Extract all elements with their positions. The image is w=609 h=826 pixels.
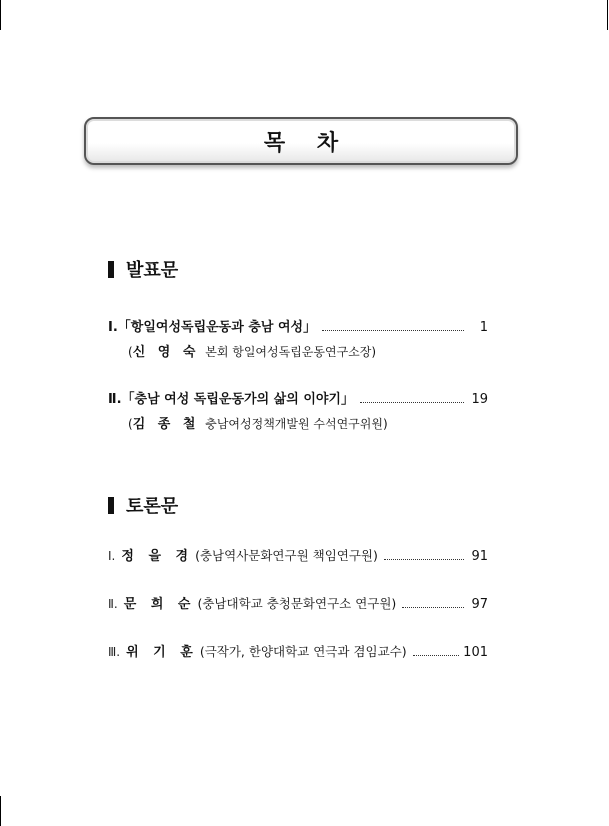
paren-open: ( bbox=[128, 417, 133, 431]
crop-mark-top-left bbox=[0, 0, 1, 30]
section-heading-discussions bbox=[108, 492, 178, 518]
entry-number: Ⅲ. bbox=[108, 645, 121, 659]
entry-author-line bbox=[128, 341, 376, 360]
discussant-affiliation: (충남대학교 충청문화연구소 연구원) bbox=[197, 596, 397, 611]
dot-leader bbox=[360, 402, 464, 403]
toc-entry[interactable] bbox=[108, 545, 488, 564]
dot-leader bbox=[402, 607, 464, 608]
section-bullet-icon bbox=[108, 497, 114, 514]
toc-entry[interactable] bbox=[108, 593, 488, 612]
paren-open: ( bbox=[128, 345, 133, 359]
dot-leader bbox=[322, 330, 464, 331]
section-heading-presentations bbox=[108, 256, 178, 282]
dot-leader bbox=[413, 655, 460, 656]
dot-leader bbox=[384, 559, 464, 560]
section-label: 발표문 bbox=[126, 260, 179, 281]
entry-title: 「항일여성독립운동과 충남 여성」 bbox=[117, 320, 317, 335]
crop-mark-bottom-left bbox=[0, 796, 1, 826]
section-bullet-icon bbox=[108, 261, 114, 278]
crop-mark-top-right bbox=[607, 0, 608, 30]
author-name: 김 종 철 bbox=[132, 417, 200, 432]
toc-entry[interactable] bbox=[108, 316, 488, 335]
entry-author-line bbox=[128, 413, 388, 432]
entry-page: 101 bbox=[463, 645, 488, 660]
entry-number: Ⅱ. bbox=[108, 597, 118, 611]
discussant-name: 위 기 훈 bbox=[126, 645, 198, 660]
entry-number: Ⅰ. bbox=[108, 549, 116, 563]
discussant-affiliation: (극작가, 한양대학교 연극과 겸임교수) bbox=[199, 644, 407, 659]
entry-title: 「충남 여성 독립운동가의 삶의 이야기」 bbox=[121, 392, 354, 407]
toc-entry[interactable] bbox=[108, 388, 488, 407]
discussant-name: 문 희 순 bbox=[123, 597, 196, 612]
author-affiliation: 본회 항일여성독립운동연구소장 bbox=[205, 345, 372, 359]
section-label: 토론문 bbox=[126, 496, 179, 517]
discussant-affiliation: (충남역사문화연구원 책임연구원) bbox=[195, 548, 378, 563]
author-affiliation: 충남여성정책개발원 수석연구위원 bbox=[205, 417, 383, 431]
entry-page: 91 bbox=[471, 549, 488, 564]
entry-page: 97 bbox=[471, 597, 488, 612]
toc-title-box bbox=[84, 117, 518, 165]
entry-number: Ⅰ. bbox=[108, 320, 118, 335]
toc-title: 목 차 bbox=[263, 130, 351, 156]
entry-number: Ⅱ. bbox=[108, 392, 122, 407]
author-name: 신 영 숙 bbox=[132, 345, 200, 360]
entry-page: 19 bbox=[471, 392, 488, 407]
paren-close: ) bbox=[371, 345, 377, 359]
paren-close: ) bbox=[382, 417, 388, 431]
discussant-name: 정 을 경 bbox=[121, 549, 194, 564]
entry-page: 1 bbox=[479, 320, 488, 335]
toc-entry[interactable] bbox=[108, 641, 488, 660]
